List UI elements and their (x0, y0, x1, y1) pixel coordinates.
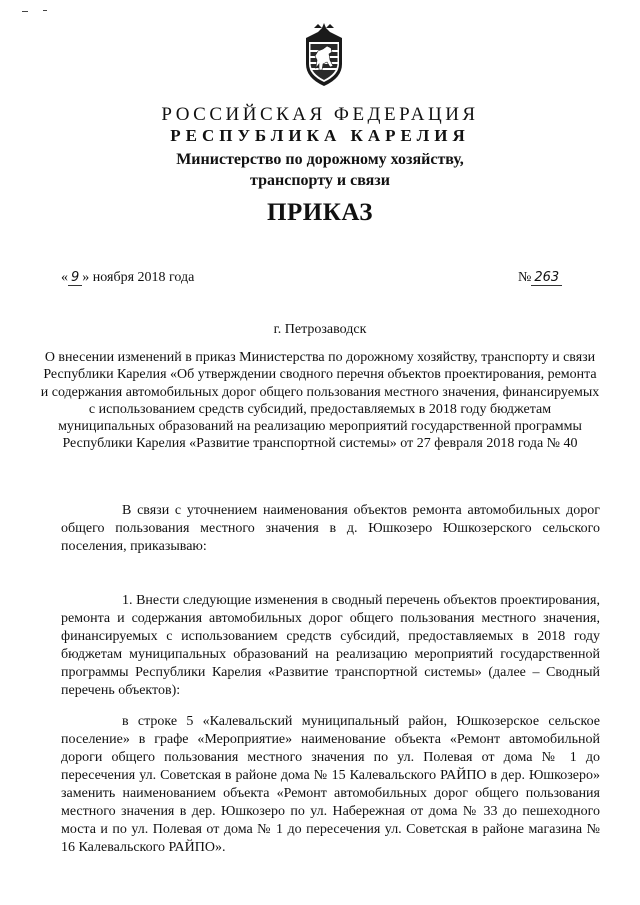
country-heading: РОССИЙСКАЯ ФЕДЕРАЦИЯ (161, 104, 479, 125)
item-1-paragraph: 1. Внести следующие изменения в сводный перечень объектов проектирования, ремонта и содержания автомобильных дорог общего пользования местного значения, финансируемых с использованием средств субсидий, предоставляемых в 2018 году бюджетам муниципальных образований на реализацию мероприятий государственной программы Республики Карелия «Развитие транспортной системы» (далее – Сводный перечень объектов): (61, 593, 600, 698)
city-line: г. Петрозаводск (273, 322, 367, 337)
date-month-year: » ноября 2018 года (82, 270, 195, 285)
number-prefix: № (518, 270, 532, 285)
handwritten-number: 263 (531, 271, 562, 286)
handwritten-day: 9 (68, 271, 82, 286)
detail-text-part-a: в строке 5 «Калевальский муниципальный район, Юшкозерское сельское поселение» в графе «Мероприятие» наименование объекта «Ремонт автомобильной дороги общего пользования местного значения по ул. Полевая от дома № 1 до пересечения ул. Советская в районе дома № 15 Калевальского РАЙПО в (61, 714, 600, 783)
detail-text-nobreak: дер. Юшкозеро» (501, 768, 600, 783)
republic-heading: РЕСПУБЛИКА КАРЕЛИЯ (170, 126, 470, 145)
detail-text-part-b: заменить наименованием объекта «Ремонт автомобильных дорог общего пользования местного значения в дер. Юшкозеро по ул. Набережная от дома № 33 до пешеходного моста и по ул. Полевая от дома № 1 до пересечения ул. Советская в районе магазина № 16 Калевальского РАЙПО». (61, 786, 600, 855)
document-type-heading: ПРИКАЗ (267, 199, 373, 226)
scan-mark (22, 11, 28, 12)
order-number (518, 270, 562, 286)
ministry-heading (0, 149, 640, 191)
ministry-heading-line2: транспорту и связи (250, 172, 390, 189)
scan-mark (43, 10, 47, 11)
item-1-detail-paragraph (61, 713, 600, 857)
order-title: О внесении изменений в приказ Министерства по дорожному хозяйству, транспорту и связи Республики Карелия «Об утверждении сводного перечня объектов проектирования, ремонта и содержания автомобильных дорог общего пользования местного значения, финансируемых с использованием средств субсидий, предоставляемых в 2018 году бюджетам муниципальных образований на реализацию мероприятий государственной программы Республики Карелия «Развитие транспортной системы» от 27 февраля 2018 года № 40 (40, 350, 600, 452)
ministry-heading-line1: Министерство по дорожному хозяйству, (176, 151, 464, 168)
intro-paragraph: В связи с уточнением наименования объектов ремонта автомобильных дорог общего пользования местного значения в д. Юшкозеро Юшкозерского сельского поселения, приказываю: (61, 503, 600, 554)
order-date (61, 270, 194, 286)
coat-of-arms-emblem (296, 22, 352, 88)
date-open-quote: « (61, 270, 68, 285)
